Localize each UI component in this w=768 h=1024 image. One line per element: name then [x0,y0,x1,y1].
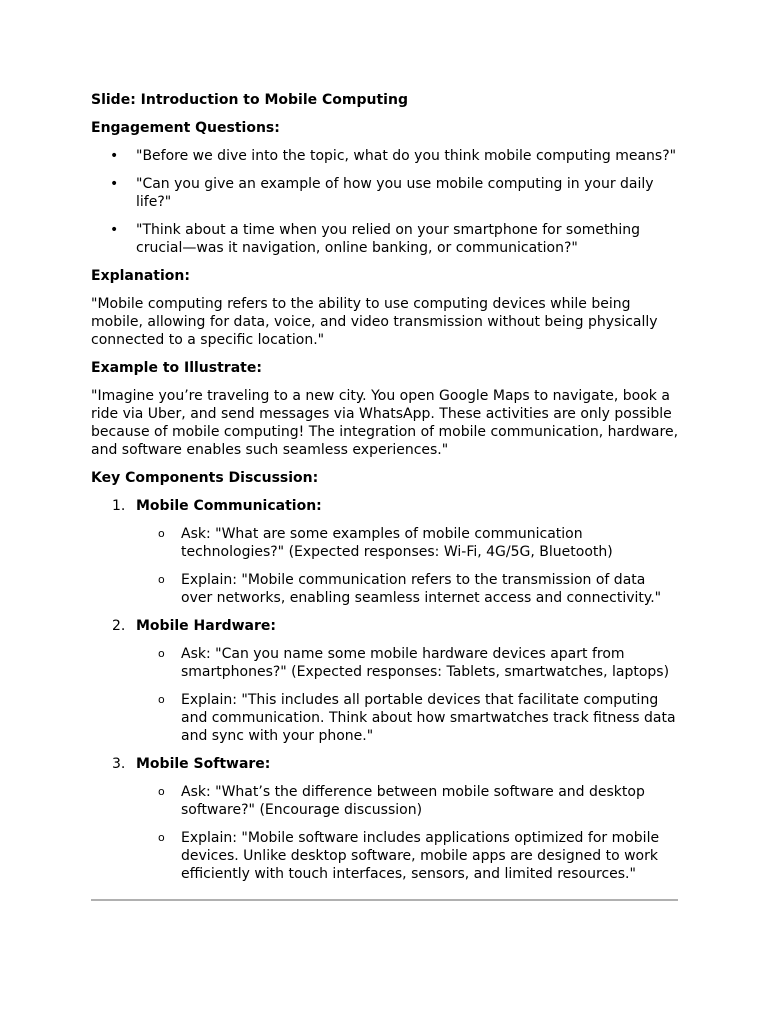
example-text: "Imagine you’re traveling to a new city. You open Google Maps to navigate, book a ride via Uber, and send messages via WhatsApp. These activities are only possible because of mobile computing! The integration of mobile communication, hardware, and software enables such seamless experiences." [91,388,679,458]
slide-title: Slide: Introduction to Mobile Computing [91,92,408,108]
point-text: Explain: "This includes all portable devices that facilitate computing and communication. Think about how smartwatches track fitness data and sync with your phone." [181,692,676,744]
sub-bullet-marker: o [158,573,165,586]
components-list [91,497,679,883]
sub-bullet-marker: o [158,647,165,660]
point-text: Ask: "What are some examples of mobile communication technologies?" (Expected responses: Wi-Fi, 4G/5G, Bluetooth) [181,526,613,560]
component-title: Mobile Communication: [136,498,322,514]
example-heading: Example to Illustrate: [91,360,262,376]
component-item [91,497,679,607]
component-item [91,755,679,883]
sub-bullet-marker: o [158,527,165,540]
point-text: Ask: "What’s the difference between mobile software and desktop software?" (Encourage discussion) [181,784,645,818]
component-number: 1. [112,498,126,514]
list-item [136,645,679,681]
point-text: Ask: "Can you name some mobile hardware devices apart from smartphones?" (Expected responses: Tablets, smartwatches, laptops) [181,646,670,680]
list-item [136,829,679,883]
component-points [136,525,679,607]
sub-bullet-marker: o [158,693,165,706]
horizontal-rule [91,899,678,901]
explanation-text: "Mobile computing refers to the ability to use computing devices while being mobile, allowing for data, voice, and video transmission without being physically connected to a specific location." [91,296,658,348]
list-item [91,221,679,257]
list-item [136,783,679,819]
point-text: Explain: "Mobile software includes applications optimized for mobile devices. Unlike desktop software, mobile apps are designed to work efficiently with touch interfaces, sensors, and limited resources." [181,830,660,882]
component-points [136,783,679,883]
list-item [91,175,679,211]
bullet-marker: • [110,222,119,238]
list-item [91,147,679,165]
explanation-heading: Explanation: [91,268,190,284]
point-text: Explain: "Mobile communication refers to the transmission of data over networks, enabling seamless internet access and connectivity." [181,572,662,606]
component-number: 3. [112,756,126,772]
engagement-heading: Engagement Questions: [91,120,280,136]
component-item [91,617,679,745]
list-item [136,691,679,745]
components-heading: Key Components Discussion: [91,470,319,486]
engagement-questions-list [91,147,679,257]
sub-bullet-marker: o [158,831,165,844]
list-item [136,571,679,607]
component-number: 2. [112,618,126,634]
question-text: "Can you give an example of how you use mobile computing in your daily life?" [136,176,654,210]
list-item [136,525,679,561]
bullet-marker: • [110,176,119,192]
question-text: "Before we dive into the topic, what do you think mobile computing means?" [136,148,677,164]
document-content [91,91,679,893]
question-text: "Think about a time when you relied on your smartphone for something crucial—was it navigation, online banking, or communication?" [136,222,641,256]
component-title: Mobile Software: [136,756,271,772]
sub-bullet-marker: o [158,785,165,798]
bullet-marker: • [110,148,119,164]
component-points [136,645,679,745]
component-title: Mobile Hardware: [136,618,277,634]
